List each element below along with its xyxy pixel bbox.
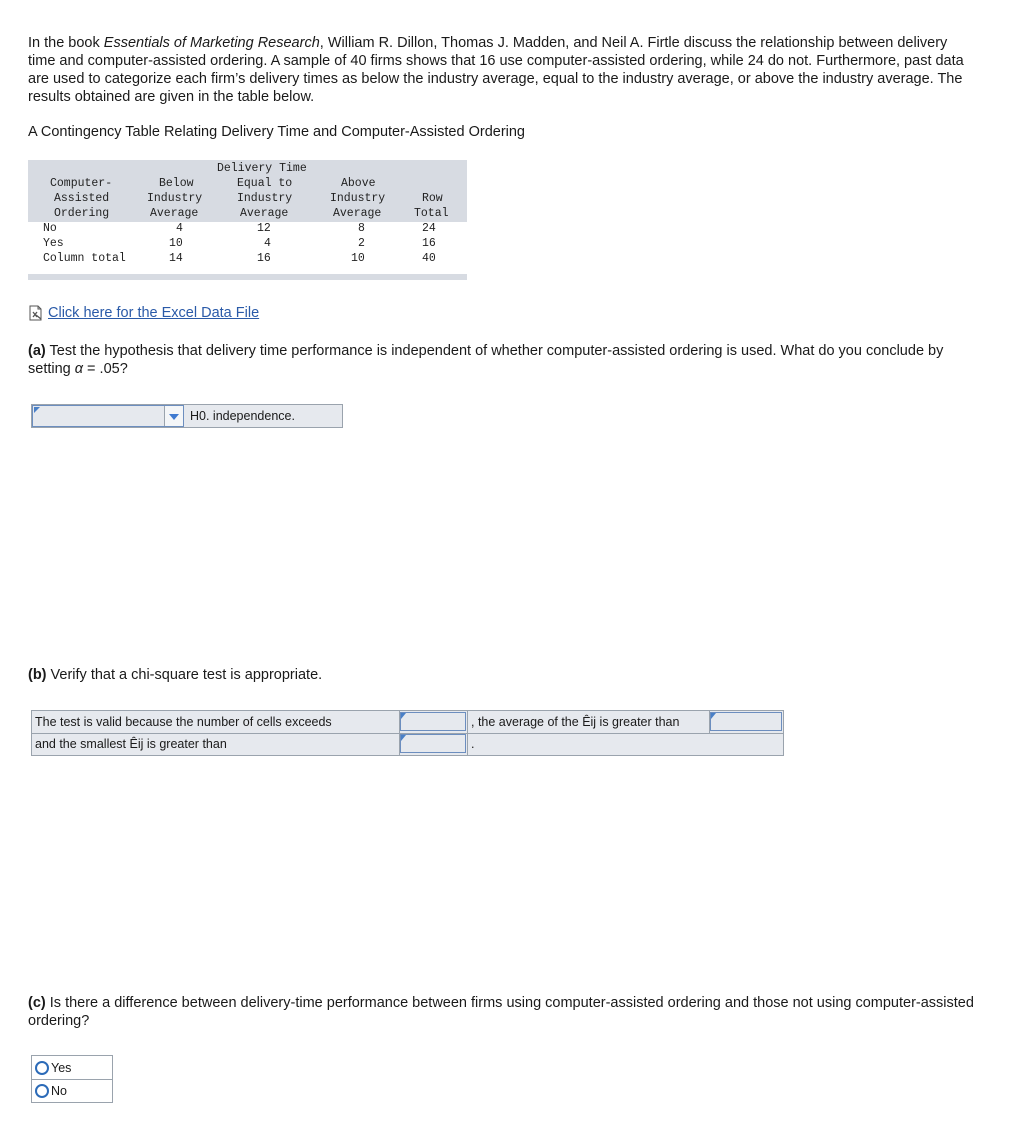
answer-a-row: [31, 404, 343, 428]
smallest-eij-input[interactable]: [400, 734, 466, 753]
table-bottom-border: [28, 274, 467, 280]
answer-b-table: [31, 710, 784, 756]
dropdown-suffix: H0. independence.: [190, 409, 295, 423]
book-title: Essentials of Marketing Research: [103, 35, 320, 51]
question-b: (b) Verify that a chi-square test is appropriate.: [28, 667, 323, 683]
table-row-label: Yes: [43, 237, 64, 250]
cells-count-input[interactable]: [400, 712, 466, 731]
problem-intro: In the book Essentials of Marketing Research, William R. Dillon, Thomas J. Madden, and Neil A. Firtle discuss the relationship between delivery time and computer-assisted ordering. A sample of 40 firms shows that 16 use computer-assisted ordering, while 24 do not. Furthermore, past data are used to categorize each firm’s delivery times as below the industry average, equal to the industry average, or above the industry average. The results obtained are given in the table below.: [28, 35, 964, 105]
excel-data-link[interactable]: [28, 305, 259, 321]
radio-yes[interactable]: [35, 1061, 49, 1075]
table-row-label: No: [43, 222, 57, 235]
group-header: Delivery Time: [217, 162, 307, 175]
chevron-down-icon[interactable]: [164, 406, 183, 426]
option-yes[interactable]: Yes: [32, 1056, 112, 1080]
contingency-table: Delivery Time Computer- Assisted Ordering Below Industry Average Equal to Industry Average Above Industry Average Row Total No 4 12 8 24 Yes 10 4 2 16 Column total 14 16 10 40: [28, 160, 467, 280]
table-row-label: Column total: [43, 252, 126, 265]
table-title: A Contingency Table Relating Delivery Time and Computer-Assisted Ordering: [28, 124, 526, 140]
alpha-symbol: α: [74, 361, 84, 377]
excel-file-icon: [28, 305, 44, 321]
answer-c-options: [31, 1055, 113, 1103]
radio-no[interactable]: [35, 1084, 49, 1098]
question-a: (a) Test the hypothesis that delivery time performance is independent of whether computer-assisted ordering is used. What do you conclude by setting α = .05?: [28, 343, 944, 377]
question-c: (c) Is there a difference between delivery-time performance between firms using computer-assisted ordering and those not using computer-assisted ordering?: [28, 995, 974, 1029]
answer-flag-icon: [34, 407, 40, 413]
answer-b-row-1: The test is valid because the number of cells exceeds , the average of the Êij is greater than: [32, 711, 783, 734]
option-no[interactable]: No: [32, 1079, 112, 1102]
answer-a-dropdown[interactable]: [32, 405, 184, 427]
answer-b-row-2: and the smallest Êij is greater than .: [32, 733, 783, 755]
excel-link-text[interactable]: Click here for the Excel Data File: [48, 305, 260, 321]
average-eij-input[interactable]: [710, 712, 782, 731]
